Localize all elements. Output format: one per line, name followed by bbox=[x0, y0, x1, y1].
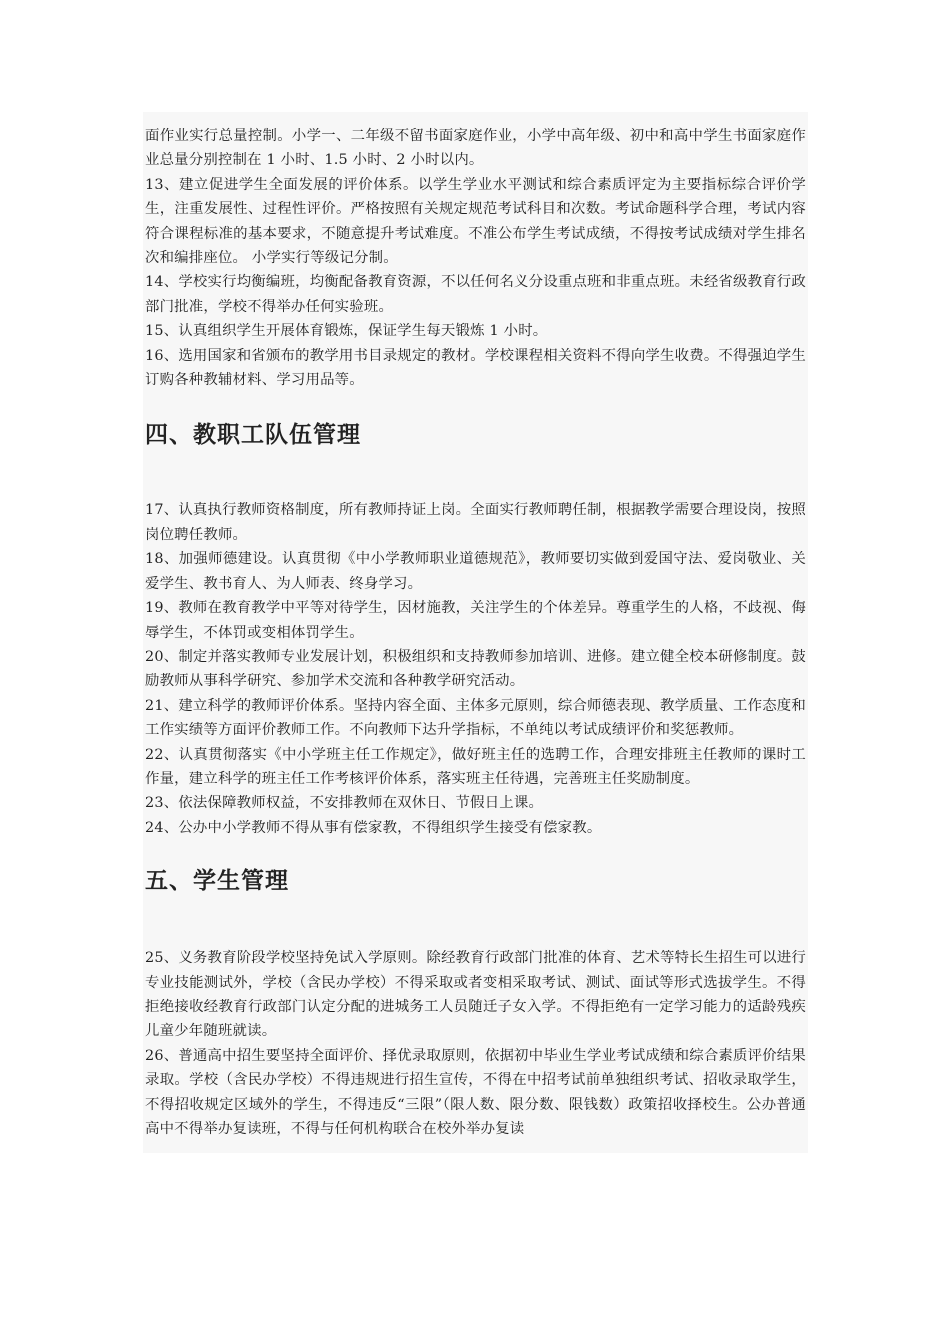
paragraph-17: 17、认真执行教师资格制度，所有教师持证上岗。全面实行教师聘任制，根据教学需要合理设岗，按照岗位聘任教师。 bbox=[145, 502, 806, 543]
paragraph-22: 22、认真贯彻落实《中小学班主任工作规定》，做好班主任的选聘工作，合理安排班主任教师的课时工作量，建立科学的班主任工作考核评价体系，落实班主任待遇，完善班主任奖励制度。 bbox=[145, 746, 806, 787]
paragraph-23: 23、依法保障教师权益，不安排教师在双休日、节假日上课。 bbox=[145, 795, 544, 812]
paragraph-24: 24、公办中小学教师不得从事有偿家教，不得组织学生接受有偿家教。 bbox=[145, 819, 602, 836]
paragraph-26: 26、普通高中招生要坚持全面评价、择优录取原则，依据初中毕业生学业考试成绩和综合素质评价结果录取。学校（含民办学校）不得违规进行招生宣传，不得在中招考试前单独组织考试、招收录取学生，不得招收规定区域外的学生，不得违反“三限”（限人数、限分数、限钱数）政策招收择校生。公办普通高中不得举办复读班，不得与任何机构联合在校外举办复读 bbox=[145, 1047, 806, 1137]
paragraph-13: 13、建立促进学生全面发展的评价体系。以学生学业水平测试和综合素质评定为主要指标综合评价学生，注重发展性、过程性评价。严格按照有关规定规范考试科目和次数。考试命题科学合理，考试内容符合课程标准的基本要求，不随意提升考试难度。不准公布学生考试成绩，不得按考试成绩对学生排名次和编排座位。 小学实行等级记分制。 bbox=[145, 176, 806, 267]
paragraph: 面作业实行总量控制。小学一、二年级不留书面家庭作业，小学中高年级、初中和高中学生书面家庭作业总量分别控制在 1 小时、1.5 小时、2 小时以内。 bbox=[145, 128, 806, 169]
section-3-tail bbox=[143, 112, 808, 404]
section-4-body bbox=[143, 490, 808, 852]
section-5-title: 五、学生管理 bbox=[145, 867, 289, 895]
section-4-heading-block bbox=[143, 404, 808, 490]
paragraph-18: 18、加强师德建设。认真贯彻《中小学教师职业道德规范》，教师要切实做到爱国守法、爱岗敬业、关爱学生、教书育人、为人师表、终身学习。 bbox=[145, 551, 806, 592]
section-5-body bbox=[143, 938, 808, 1153]
paragraph-19: 19、教师在教育教学中平等对待学生，因材施教，关注学生的个体差异。尊重学生的人格，不歧视、侮辱学生，不体罚或变相体罚学生。 bbox=[145, 600, 806, 641]
paragraph-14: 14、学校实行均衡编班，均衡配备教育资源，不以任何名义分设重点班和非重点班。未经省级教育行政部门批准，学校不得举办任何实验班。 bbox=[145, 274, 806, 315]
section-5-heading-block bbox=[143, 852, 808, 938]
paragraph-15: 15、认真组织学生开展体育锻炼，保证学生每天锻炼 1 小时。 bbox=[145, 323, 548, 340]
paragraph-20: 20、制定并落实教师专业发展计划，积极组织和支持教师参加培训、进修。建立健全校本研修制度。鼓励教师从事科学研究、参加学术交流和各种教学研究活动。 bbox=[145, 648, 806, 690]
section-4-title: 四、教职工队伍管理 bbox=[145, 421, 361, 449]
paragraph-21: 21、建立科学的教师评价体系。坚持内容全面、主体多元原则，综合师德表现、教学质量、工作态度和工作实绩等方面评价教师工作。不向教师下达升学指标，不单纯以考试成绩评价和奖惩教师。 bbox=[145, 697, 806, 739]
content-column bbox=[143, 112, 808, 1153]
paragraph-16: 16、选用国家和省颁布的教学用书目录规定的教材。学校课程相关资料不得向学生收费。不得强迫学生订购各种教辅材料、学习用品等。 bbox=[145, 347, 806, 389]
paragraph-25: 25、义务教育阶段学校坚持免试入学原则。除经教育行政部门批准的体育、艺术等特长生招生可以进行专业技能测试外，学校（含民办学校）不得采取或者变相采取考试、测试、面试等形式选拔学生。不得拒绝接收经教育行政部门认定分配的进城务工人员随迁子女入学。不得拒绝有一定学习能力的适龄残疾儿童少年随班就读。 bbox=[145, 950, 806, 1040]
